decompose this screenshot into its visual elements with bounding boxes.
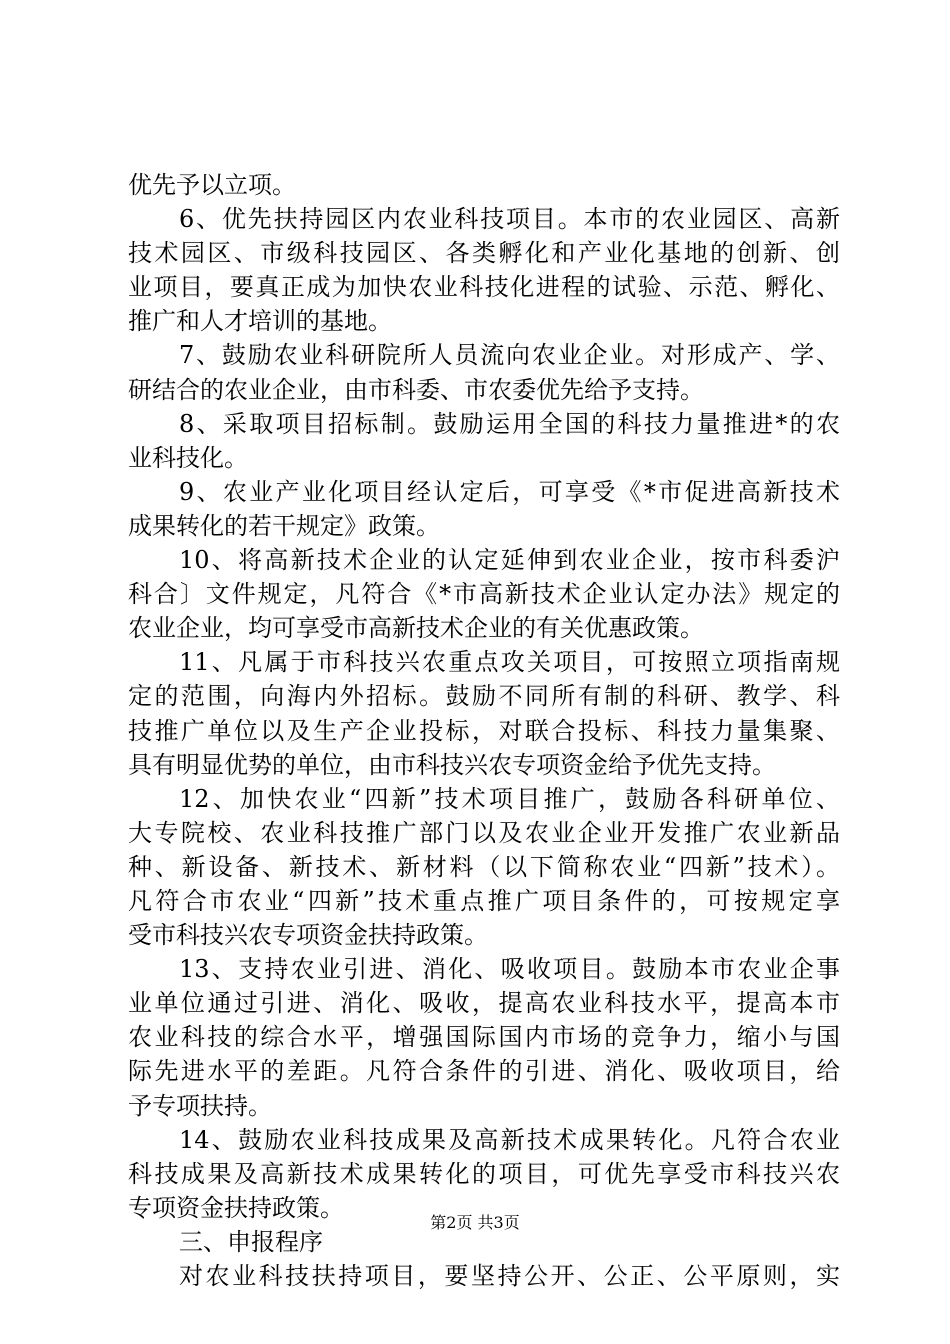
text-line: 业科技化。 xyxy=(128,443,248,472)
text-line: 9、农业产业化项目经认定后，可享受《*市促进高新技术 xyxy=(179,477,840,506)
text-line: 13、支持农业引进、消化、吸收项目。鼓励本市农业企事 xyxy=(179,955,840,984)
text-line: 成果转化的若干规定》政策。 xyxy=(128,511,440,540)
text-line: 技术园区、市级科技园区、各类孵化和产业化基地的创新、创 xyxy=(128,239,840,268)
text-line: 具有明显优势的单位，由市科技兴农专项资金给予优先支持。 xyxy=(128,750,776,779)
text-line: 农业科技的综合水平，增强国际国内市场的竞争力，缩小与国 xyxy=(128,1023,840,1052)
text-line: 专项资金扶持政策。 xyxy=(128,1193,344,1222)
text-line: 业项目，要真正成为加快农业科技化进程的试验、示范、孵化、 xyxy=(128,273,840,302)
text-line: 凡符合市农业“四新”技术重点推广项目条件的，可按规定享 xyxy=(128,886,840,915)
text-line: 12、加快农业“四新”技术项目推广，鼓励各科研单位、 xyxy=(179,784,840,813)
text-line: 种、新设备、新技术、新材料（以下简称农业“四新”技术）。 xyxy=(128,852,840,881)
text-line: 农业企业，均可享受市高新技术企业的有关优惠政策。 xyxy=(128,614,704,643)
text-line: 予专项扶持。 xyxy=(128,1091,272,1120)
text-line: 受市科技兴农专项资金扶持政策。 xyxy=(128,921,488,950)
text-line: 7、鼓励农业科研院所人员流向农业企业。对形成产、学、 xyxy=(179,341,840,370)
document-body xyxy=(128,168,840,1293)
text-line: 科合〕文件规定，凡符合《*市高新技术企业认定办法》规定的 xyxy=(128,580,840,609)
text-line: 定的范围，向海内外招标。鼓励不同所有制的科研、教学、科 xyxy=(128,682,840,711)
text-line: 三、申报程序 xyxy=(179,1227,323,1256)
text-line: 14、鼓励农业科技成果及高新技术成果转化。凡符合农业 xyxy=(179,1125,840,1154)
text-line: 对农业科技扶持项目，要坚持公开、公正、公平原则，实 xyxy=(179,1262,840,1290)
text-line: 业单位通过引进、消化、吸收，提高农业科技水平，提高本市 xyxy=(128,989,840,1018)
text-line: 6、优先扶持园区内农业科技项目。本市的农业园区、高新 xyxy=(179,205,840,234)
text-line: 10、将高新技术企业的认定延伸到农业企业，按市科委沪 xyxy=(179,546,840,575)
text-line: 研结合的农业企业，由市科委、市农委优先给予支持。 xyxy=(128,375,704,404)
text-line: 11、凡属于市科技兴农重点攻关项目，可按照立项指南规 xyxy=(179,648,840,677)
text-line: 推广和人才培训的基地。 xyxy=(128,307,392,336)
page-footer: 第2页 共3页 xyxy=(430,1213,520,1232)
text-line: 优先予以立项。 xyxy=(128,171,296,199)
text-line: 科技成果及高新技术成果转化的项目，可优先享受市科技兴农 xyxy=(128,1159,840,1188)
text-line: 技推广单位以及生产企业投标，对联合投标、科技力量集聚、 xyxy=(128,716,840,745)
text-line: 8、采取项目招标制。鼓励运用全国的科技力量推进*的农 xyxy=(179,409,840,438)
text-line: 际先进水平的差距。凡符合条件的引进、消化、吸收项目，给 xyxy=(128,1057,840,1086)
text-line: 大专院校、农业科技推广部门以及农业企业开发推广农业新品 xyxy=(128,818,840,847)
